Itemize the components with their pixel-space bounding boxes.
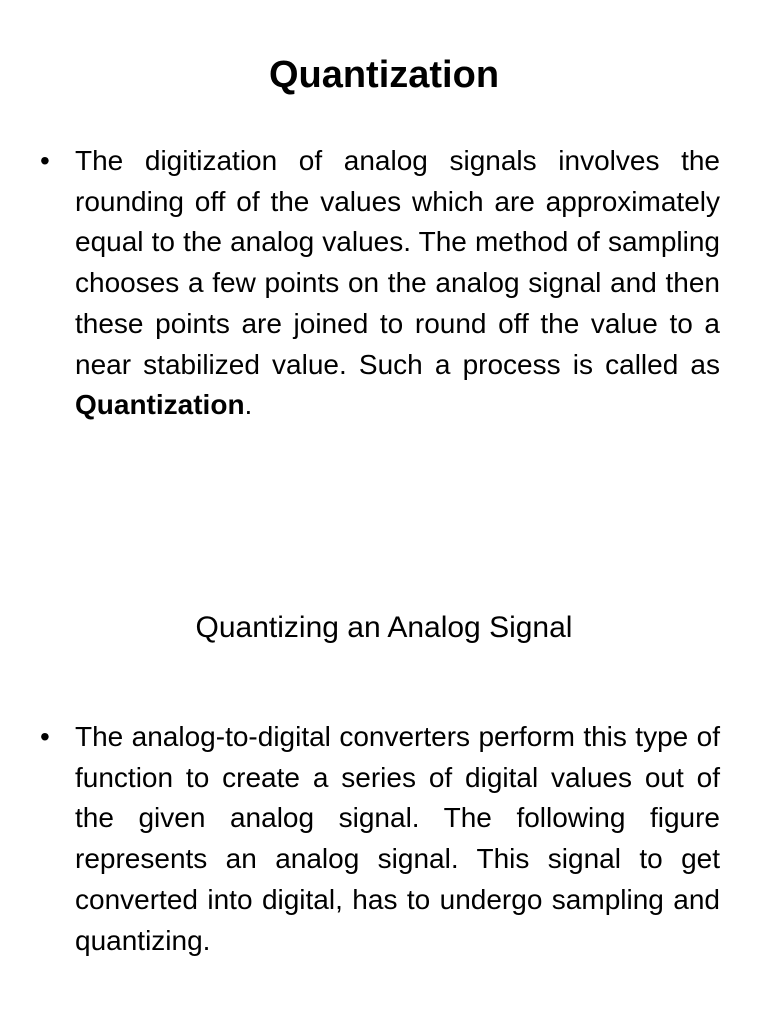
bullet-marker: • <box>40 145 50 176</box>
bullet-text-body: The digitization of analog signals involves the rounding off of the values which are approximately equal to the analog values. The method of sampling chooses a few points on the analog signal and then these points are joined to round off the value to a near stabilized value. Such a process is called as <box>75 145 720 380</box>
bullet-text <box>75 141 720 426</box>
section-subtitle: Quantizing an Analog Signal <box>195 611 573 644</box>
bullet-marker: • <box>40 721 50 752</box>
bullet-emphasis-term: Quantization <box>75 389 245 421</box>
slide-title: Quantization <box>268 54 500 96</box>
bullet-text-end: . <box>244 389 253 421</box>
bullet-item-adc-description <box>40 717 720 961</box>
bullet-item-quantization-definition <box>40 141 720 426</box>
bullet-text: The analog-to-digital converters perform this type of function to create a series of digital values out of the given analog signal. The following figure represents an analog signal. This signal to get converted into digital, has to undergo sampling and quantizing. <box>75 721 720 956</box>
